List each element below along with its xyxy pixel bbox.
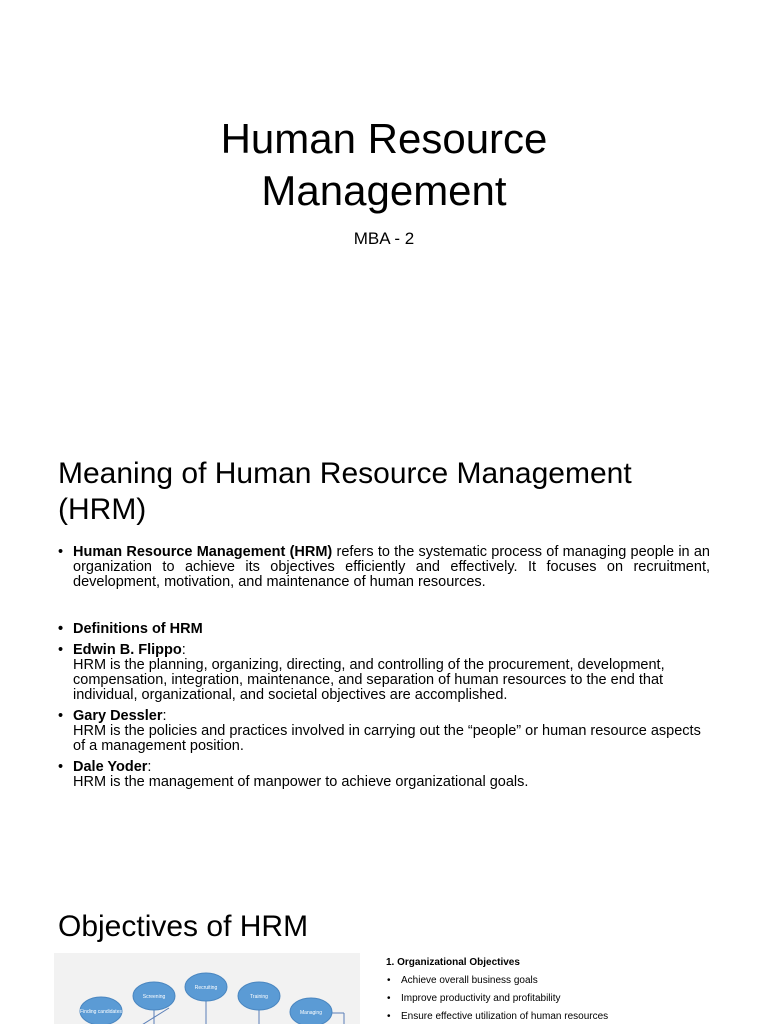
intro-term: Human Resource Management (HRM) bbox=[73, 544, 333, 560]
colon: : bbox=[162, 708, 167, 724]
slide-body bbox=[58, 545, 710, 790]
diagram-label: Screening bbox=[142, 994, 166, 1000]
objectives-heading: 1. Organizational Objectives bbox=[386, 957, 520, 968]
definition-author: Gary Dessler bbox=[73, 708, 163, 724]
definition-item bbox=[58, 760, 710, 790]
meaning-slide bbox=[0, 432, 768, 872]
colon: : bbox=[181, 642, 186, 658]
slide-title: Objectives of HRM bbox=[58, 910, 309, 943]
definitions-heading: • Definitions of HRM bbox=[58, 622, 710, 637]
objective-item: • Ensure effective utilization of human resources bbox=[386, 1008, 686, 1024]
title-slide bbox=[0, 0, 768, 410]
objective-item: • Improve productivity and profitability bbox=[386, 990, 686, 1008]
intro-text: refers to the systematic process of managing people in an organization to achieve its objectives efficiently and effectively. It focuses on recruitment, development, motivation, and maintenance of human resources. bbox=[73, 544, 710, 590]
diagram-label: Managing bbox=[300, 1010, 322, 1016]
presentation-title bbox=[0, 113, 768, 217]
intro-bullet bbox=[58, 545, 710, 590]
definition-item bbox=[58, 709, 710, 754]
diagram-label: Finding candidates bbox=[80, 1009, 122, 1015]
colon: : bbox=[147, 759, 152, 775]
definition-author: Edwin B. Flippo bbox=[73, 642, 182, 658]
title-line-2: Management bbox=[261, 167, 507, 214]
slide-title-line-2: (HRM) bbox=[58, 493, 147, 526]
definition-text: HRM is the policies and practices involved in carrying out the “people” or human resource aspects of a management position. bbox=[73, 723, 701, 754]
slide-title-line-1: Meaning of Human Resource Management bbox=[58, 457, 632, 490]
objectives-list bbox=[386, 954, 686, 1024]
diagram-label: Training bbox=[250, 994, 268, 1000]
objectives-slide bbox=[0, 882, 768, 1024]
hr-process-diagram bbox=[54, 953, 360, 1024]
definition-author: Dale Yoder bbox=[73, 759, 148, 775]
slide-title bbox=[58, 456, 718, 528]
definition-text: HRM is the management of manpower to achieve organizational goals. bbox=[73, 774, 529, 790]
diagram-svg bbox=[54, 953, 360, 1024]
presentation-subtitle: MBA - 2 bbox=[353, 229, 415, 248]
definition-item bbox=[58, 643, 710, 703]
diagram-label: Recruiting bbox=[194, 985, 218, 991]
definition-text: HRM is the planning, organizing, directing, and controlling of the procurement, development, compensation, integration, maintenance, and separation of human resources to the end that individual, organizational, and societal objectives are accomplished. bbox=[73, 657, 665, 703]
objective-item: • Achieve overall business goals bbox=[386, 972, 686, 990]
title-line-1: Human Resource bbox=[220, 115, 548, 162]
